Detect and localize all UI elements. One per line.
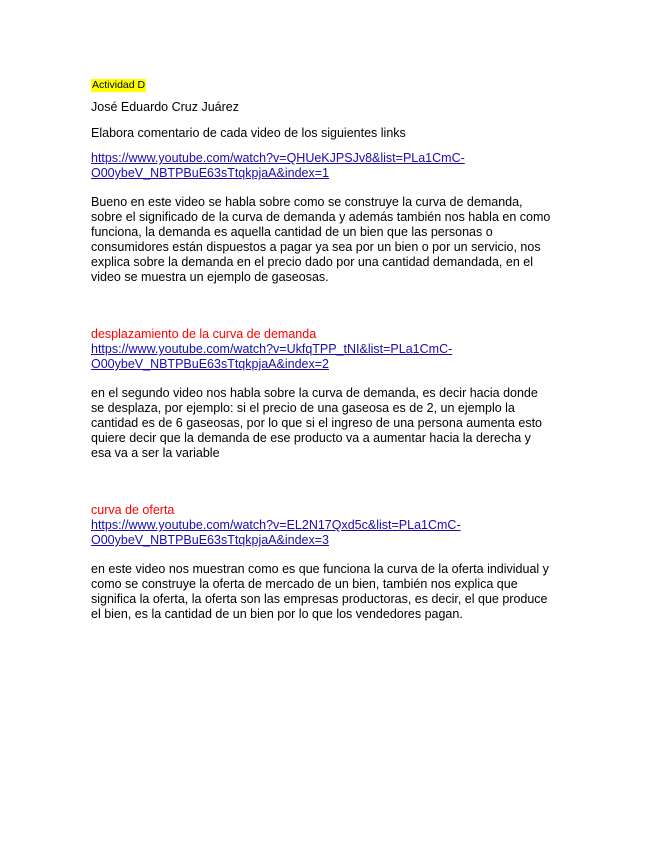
- comment-1-line: funciona, la demanda es aquella cantidad de un bien que las personas o: [91, 225, 493, 239]
- activity-label: Actividad D: [92, 79, 146, 91]
- comment-2-line: cantidad es de 6 gaseosas, por lo que si el ingreso de una persona aumenta esto: [91, 416, 543, 430]
- instruction-text: Elabora comentario de cada video de los siguientes links: [91, 126, 406, 140]
- video-link-1-line2[interactable]: O00ybeV_NBTPBuE63sTtqkpjaA&index=1: [91, 166, 329, 180]
- comment-2-line: se desplaza, por ejemplo: si el precio de una gaseosa es de 2, un ejemplo la: [91, 401, 515, 415]
- video-link-2[interactable]: [91, 342, 571, 372]
- section-heading-2: desplazamiento de la curva de demanda: [91, 327, 317, 341]
- comment-3-line: como se construye la oferta de mercado de un bien, también nos explica que: [91, 577, 518, 591]
- comment-1-line: explica sobre la demanda en el precio dado por una cantidad demandada, en el: [91, 255, 533, 269]
- comment-1-line: consumidores están dispuestos a pagar ya sea por un bien o por un servicio, nos: [91, 240, 541, 254]
- comment-1-line: video se muestra un ejemplo de gaseosas.: [91, 270, 329, 284]
- comment-2-line: quiere decir que la demanda de ese producto va a aumentar hacia la derecha y: [91, 431, 531, 445]
- section-heading-3: curva de oferta: [91, 503, 175, 517]
- comment-1-line: Bueno en este video se habla sobre como se construye la curva de demanda,: [91, 195, 523, 209]
- comment-3: [91, 562, 571, 622]
- comment-3-line: el bien, es la cantidad de un bien por lo que los vendedores pagan.: [91, 607, 463, 621]
- comment-3-line: significa la oferta, la oferta son las empresas productoras, es decir, el que produce: [91, 592, 548, 606]
- comment-2-line: en el segundo video nos habla sobre la curva de demanda, es decir hacia donde: [91, 386, 538, 400]
- comment-2-line: esa va a ser la variable: [91, 446, 220, 460]
- video-link-2-line1[interactable]: https://www.youtube.com/watch?v=UkfqTPP_tNI&list=PLa1CmC-: [91, 342, 453, 356]
- comment-1: [91, 195, 571, 285]
- comment-3-line: en este video nos muestran como es que funciona la curva de la oferta individual y: [91, 562, 549, 576]
- comment-1-line: sobre el significado de la curva de demanda y además también nos habla en como: [91, 210, 551, 224]
- video-link-2-line2[interactable]: O00ybeV_NBTPBuE63sTtqkpjaA&index=2: [91, 357, 329, 371]
- video-link-3-line2[interactable]: O00ybeV_NBTPBuE63sTtqkpjaA&index=3: [91, 533, 329, 547]
- comment-2: [91, 386, 571, 461]
- video-link-1[interactable]: [91, 151, 571, 181]
- video-link-3[interactable]: [91, 518, 571, 548]
- author-name: José Eduardo Cruz Juárez: [91, 100, 239, 114]
- video-link-3-line1[interactable]: https://www.youtube.com/watch?v=EL2N17Qxd5c&list=PLa1CmC-: [91, 518, 461, 532]
- video-link-1-line1[interactable]: https://www.youtube.com/watch?v=QHUeKJPSJv8&list=PLa1CmC-: [91, 151, 465, 165]
